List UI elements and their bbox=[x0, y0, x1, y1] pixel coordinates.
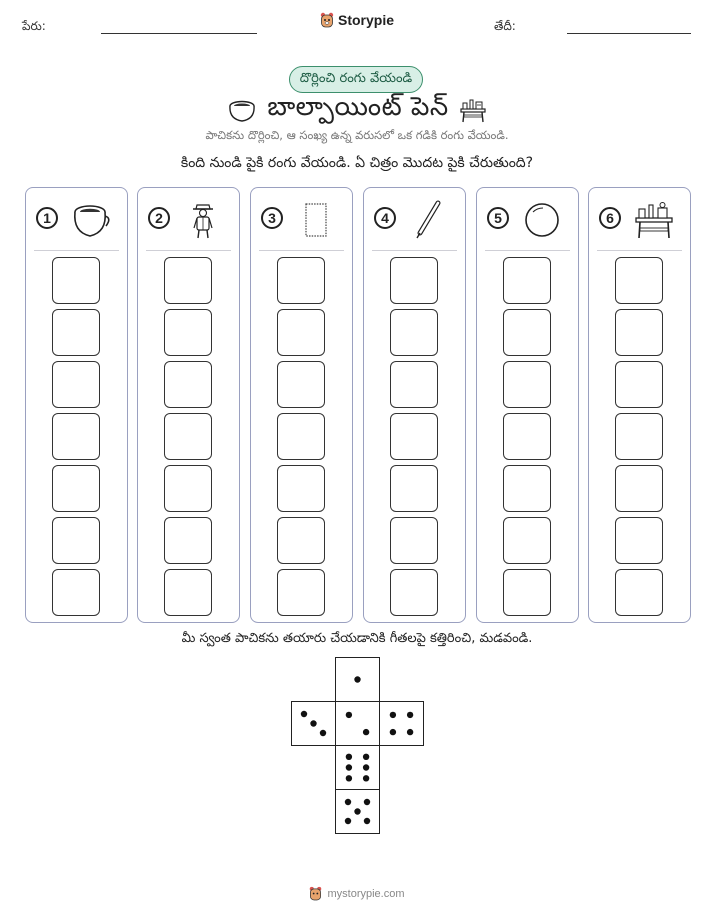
dice-pip bbox=[390, 729, 396, 735]
dice-face-5 bbox=[335, 789, 380, 834]
color-box[interactable] bbox=[615, 569, 663, 616]
color-box[interactable] bbox=[164, 569, 212, 616]
roll-and-color-badge: దొర్లించి రంగు వేయండి bbox=[289, 66, 423, 93]
column-header bbox=[364, 188, 465, 250]
color-box[interactable] bbox=[615, 309, 663, 356]
dice-pip bbox=[345, 799, 351, 805]
dice-pip bbox=[345, 818, 351, 824]
color-box[interactable] bbox=[52, 569, 100, 616]
dice-pip bbox=[363, 729, 369, 735]
cut-instruction: మీ స్వంత పాచికను తయారు చేయడానికి గీతలపై కత్తిరించి, మడవండి. bbox=[181, 631, 533, 646]
dice-face-6 bbox=[335, 745, 380, 790]
dice-pip bbox=[364, 818, 370, 824]
footer-url[interactable]: mystorypie.com bbox=[327, 887, 405, 900]
color-box[interactable] bbox=[277, 257, 325, 304]
dice-face-2 bbox=[335, 701, 380, 746]
storypie-logo-icon bbox=[320, 12, 334, 28]
dice-pip bbox=[301, 711, 307, 717]
color-box[interactable] bbox=[615, 517, 663, 564]
title-row bbox=[0, 92, 714, 128]
column-header bbox=[251, 188, 352, 250]
pot-icon bbox=[70, 200, 112, 240]
man-in-hat-icon bbox=[182, 200, 224, 240]
dice-pip bbox=[407, 729, 413, 735]
color-box[interactable] bbox=[164, 465, 212, 512]
name-label: పేరు: bbox=[22, 19, 46, 33]
color-box[interactable] bbox=[503, 309, 551, 356]
column-number: 3 bbox=[261, 207, 283, 229]
color-box[interactable] bbox=[615, 465, 663, 512]
color-box[interactable] bbox=[277, 309, 325, 356]
color-box[interactable] bbox=[503, 569, 551, 616]
dice-face-4 bbox=[379, 701, 424, 746]
column-header bbox=[138, 188, 239, 250]
dice-face-1 bbox=[335, 657, 380, 702]
color-box[interactable] bbox=[52, 309, 100, 356]
dice-pip bbox=[320, 730, 326, 736]
brand-name: Storypie bbox=[337, 12, 394, 28]
color-box[interactable] bbox=[615, 413, 663, 460]
color-box[interactable] bbox=[277, 517, 325, 564]
color-box[interactable] bbox=[390, 413, 438, 460]
dice-pip bbox=[363, 764, 369, 770]
column-divider bbox=[34, 250, 119, 251]
dice-pip bbox=[354, 676, 360, 682]
dice-pip bbox=[354, 808, 360, 814]
color-box[interactable] bbox=[52, 517, 100, 564]
workbench-icon bbox=[459, 97, 487, 123]
column-divider bbox=[597, 250, 682, 251]
color-box[interactable] bbox=[277, 569, 325, 616]
dice-pip bbox=[346, 775, 352, 781]
instruction: కింది నుండి పైకి రంగు వేయండి. ఏ చిత్రం మొదట పైకి చేరుతుంది? bbox=[180, 155, 534, 171]
page-title: బాల్పాయింట్ పెన్ bbox=[267, 92, 449, 122]
name-line[interactable] bbox=[101, 33, 257, 34]
dice-pip bbox=[407, 712, 413, 718]
color-box[interactable] bbox=[390, 309, 438, 356]
dice-pip bbox=[363, 775, 369, 781]
column-number: 5 bbox=[487, 207, 509, 229]
column-divider bbox=[146, 250, 231, 251]
color-box[interactable] bbox=[390, 569, 438, 616]
pot-icon bbox=[227, 97, 257, 123]
column-number: 2 bbox=[148, 207, 170, 229]
color-box[interactable] bbox=[390, 257, 438, 304]
column-divider bbox=[485, 250, 570, 251]
column-header bbox=[589, 188, 690, 250]
date-line[interactable] bbox=[567, 33, 691, 34]
column-divider bbox=[372, 250, 457, 251]
subtitle: పాచికను దొర్లించి, ఆ సంఖ్య ఉన్న వరుసలో ఒక గడికి రంగు వేయండి. bbox=[205, 128, 509, 142]
color-box[interactable] bbox=[164, 517, 212, 564]
brand bbox=[0, 12, 714, 28]
color-box[interactable] bbox=[277, 465, 325, 512]
dice-pip bbox=[364, 799, 370, 805]
color-box[interactable] bbox=[52, 413, 100, 460]
color-box[interactable] bbox=[164, 361, 212, 408]
color-box[interactable] bbox=[503, 361, 551, 408]
column-2 bbox=[137, 187, 240, 623]
dice-pip bbox=[346, 712, 352, 718]
pen-icon bbox=[408, 200, 450, 240]
column-1 bbox=[25, 187, 128, 623]
color-box[interactable] bbox=[390, 361, 438, 408]
dice-pip bbox=[310, 720, 316, 726]
color-box[interactable] bbox=[503, 413, 551, 460]
storypie-logo-icon bbox=[309, 886, 322, 901]
workbench-icon bbox=[633, 200, 675, 240]
dice-pip bbox=[346, 764, 352, 770]
color-box[interactable] bbox=[390, 465, 438, 512]
color-box[interactable] bbox=[503, 257, 551, 304]
color-box[interactable] bbox=[277, 361, 325, 408]
color-box[interactable] bbox=[52, 465, 100, 512]
column-3 bbox=[250, 187, 353, 623]
footer bbox=[0, 886, 714, 901]
color-box[interactable] bbox=[52, 361, 100, 408]
dice-face-3 bbox=[291, 701, 336, 746]
column-6 bbox=[588, 187, 691, 623]
dice-pip bbox=[346, 754, 352, 760]
column-header bbox=[26, 188, 127, 250]
date-label: తేదీ: bbox=[494, 19, 516, 33]
color-box[interactable] bbox=[503, 517, 551, 564]
color-box[interactable] bbox=[164, 413, 212, 460]
color-box[interactable] bbox=[164, 257, 212, 304]
dice-pip bbox=[390, 712, 396, 718]
column-number: 1 bbox=[36, 207, 58, 229]
column-divider bbox=[259, 250, 344, 251]
color-box[interactable] bbox=[277, 413, 325, 460]
color-box[interactable] bbox=[615, 257, 663, 304]
color-box[interactable] bbox=[164, 309, 212, 356]
column-number: 6 bbox=[599, 207, 621, 229]
color-box[interactable] bbox=[503, 465, 551, 512]
column-4 bbox=[363, 187, 466, 623]
color-box[interactable] bbox=[52, 257, 100, 304]
column-number: 4 bbox=[374, 207, 396, 229]
column-header bbox=[477, 188, 578, 250]
dice-pip bbox=[363, 754, 369, 760]
ball-icon bbox=[521, 200, 563, 240]
color-box[interactable] bbox=[615, 361, 663, 408]
column-5 bbox=[476, 187, 579, 623]
paper-sheet-icon bbox=[295, 200, 337, 240]
color-box[interactable] bbox=[390, 517, 438, 564]
